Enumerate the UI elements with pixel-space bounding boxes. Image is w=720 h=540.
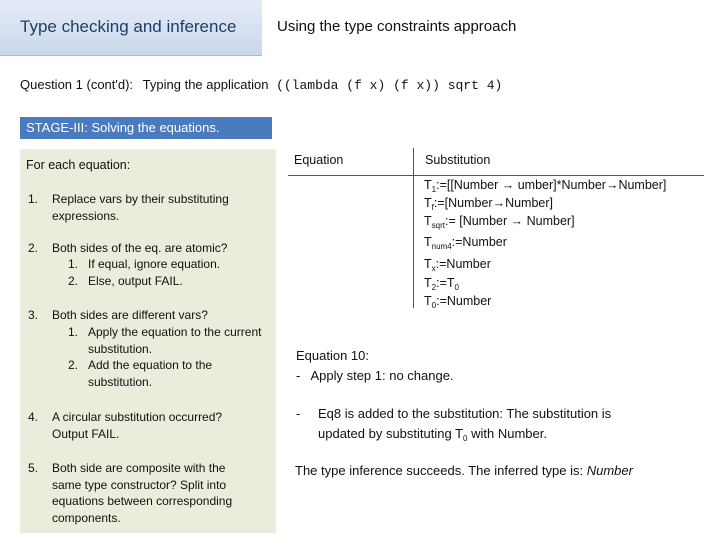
step-text: Both side are composite with the same type constructor? Split into equations between corresponding components. bbox=[52, 461, 233, 525]
step-number: 3. bbox=[28, 308, 39, 322]
substitution-row: $T_0:=Number$ bbox=[424, 294, 492, 310]
stage-bold: STAGE-III: bbox=[26, 120, 88, 135]
equation-10-step: - Apply step 1: no change. bbox=[296, 368, 454, 383]
equation-10-title: Equation 10: bbox=[296, 348, 370, 363]
substitution-row: $T_{sqrt}:=$ [Number → Number] bbox=[424, 214, 575, 230]
inferred-type: Number bbox=[586, 463, 633, 478]
eq8-line-2: updated by substituting $T_0$ with Number. bbox=[318, 426, 547, 443]
substep-text: Add the equation to the substitution. bbox=[88, 358, 213, 389]
substitution-row: $T_{num4}:=Number$ bbox=[424, 235, 507, 251]
substep-text: If equal, ignore equation. bbox=[88, 257, 221, 271]
column-header-substitution: Substitution bbox=[425, 153, 491, 167]
steps-panel bbox=[20, 149, 276, 533]
substep-text: Else, output FAIL. bbox=[88, 274, 183, 288]
step-number: 1. bbox=[28, 192, 39, 206]
substep-number: 1. bbox=[68, 257, 79, 271]
table-divider-horizontal bbox=[288, 175, 704, 176]
substep-number: 2. bbox=[68, 358, 79, 372]
substep-number: 1. bbox=[68, 325, 79, 339]
conclusion bbox=[295, 463, 633, 478]
step-text: Both sides are different vars? bbox=[52, 308, 208, 322]
eq8-dash: - bbox=[296, 406, 301, 421]
substitution-row: $T_x:=Number$ bbox=[424, 257, 491, 273]
table-divider-vertical bbox=[413, 148, 414, 308]
question-text: Typing the application bbox=[142, 77, 269, 92]
stage-banner bbox=[20, 117, 272, 139]
conclusion-text: The type inference succeeds. The inferred type is: bbox=[295, 463, 584, 478]
step-text: A circular substitution occurred? Output FAIL. bbox=[52, 410, 223, 441]
header-right-title: Using the type constraints approach bbox=[277, 18, 517, 35]
question-line bbox=[20, 77, 502, 93]
question-prefix: Question 1 (cont'd): bbox=[20, 77, 134, 92]
header-left-title: Type checking and inference bbox=[20, 17, 237, 36]
step-number: 4. bbox=[28, 410, 39, 424]
stage-rest: Solving the equations. bbox=[91, 120, 220, 135]
step-number: 2. bbox=[28, 241, 39, 255]
step-text: Both sides of the eq. are atomic? bbox=[52, 241, 228, 255]
column-header-equation: Equation bbox=[294, 153, 344, 167]
eq8-line-1: Eq8 is added to the substitution: The substitution is bbox=[318, 406, 612, 421]
substep-text: Apply the equation to the current substitution. bbox=[88, 325, 262, 356]
steps-intro: For each equation: bbox=[26, 158, 131, 172]
step-text: Replace vars by their substituting expressions. bbox=[52, 192, 229, 223]
question-code: ((lambda (f x) (f x)) sqrt 4) bbox=[276, 78, 503, 93]
substitution-row: $T_1:=[[Number$ → umber]*Number→Number] bbox=[424, 178, 667, 194]
substitution-row: $T_f:=[Number\to Number]$ bbox=[424, 196, 554, 212]
step-number: 5. bbox=[28, 461, 39, 475]
substitution-row: $T_2:=T_0$ bbox=[424, 276, 459, 292]
substep-number: 2. bbox=[68, 274, 79, 288]
